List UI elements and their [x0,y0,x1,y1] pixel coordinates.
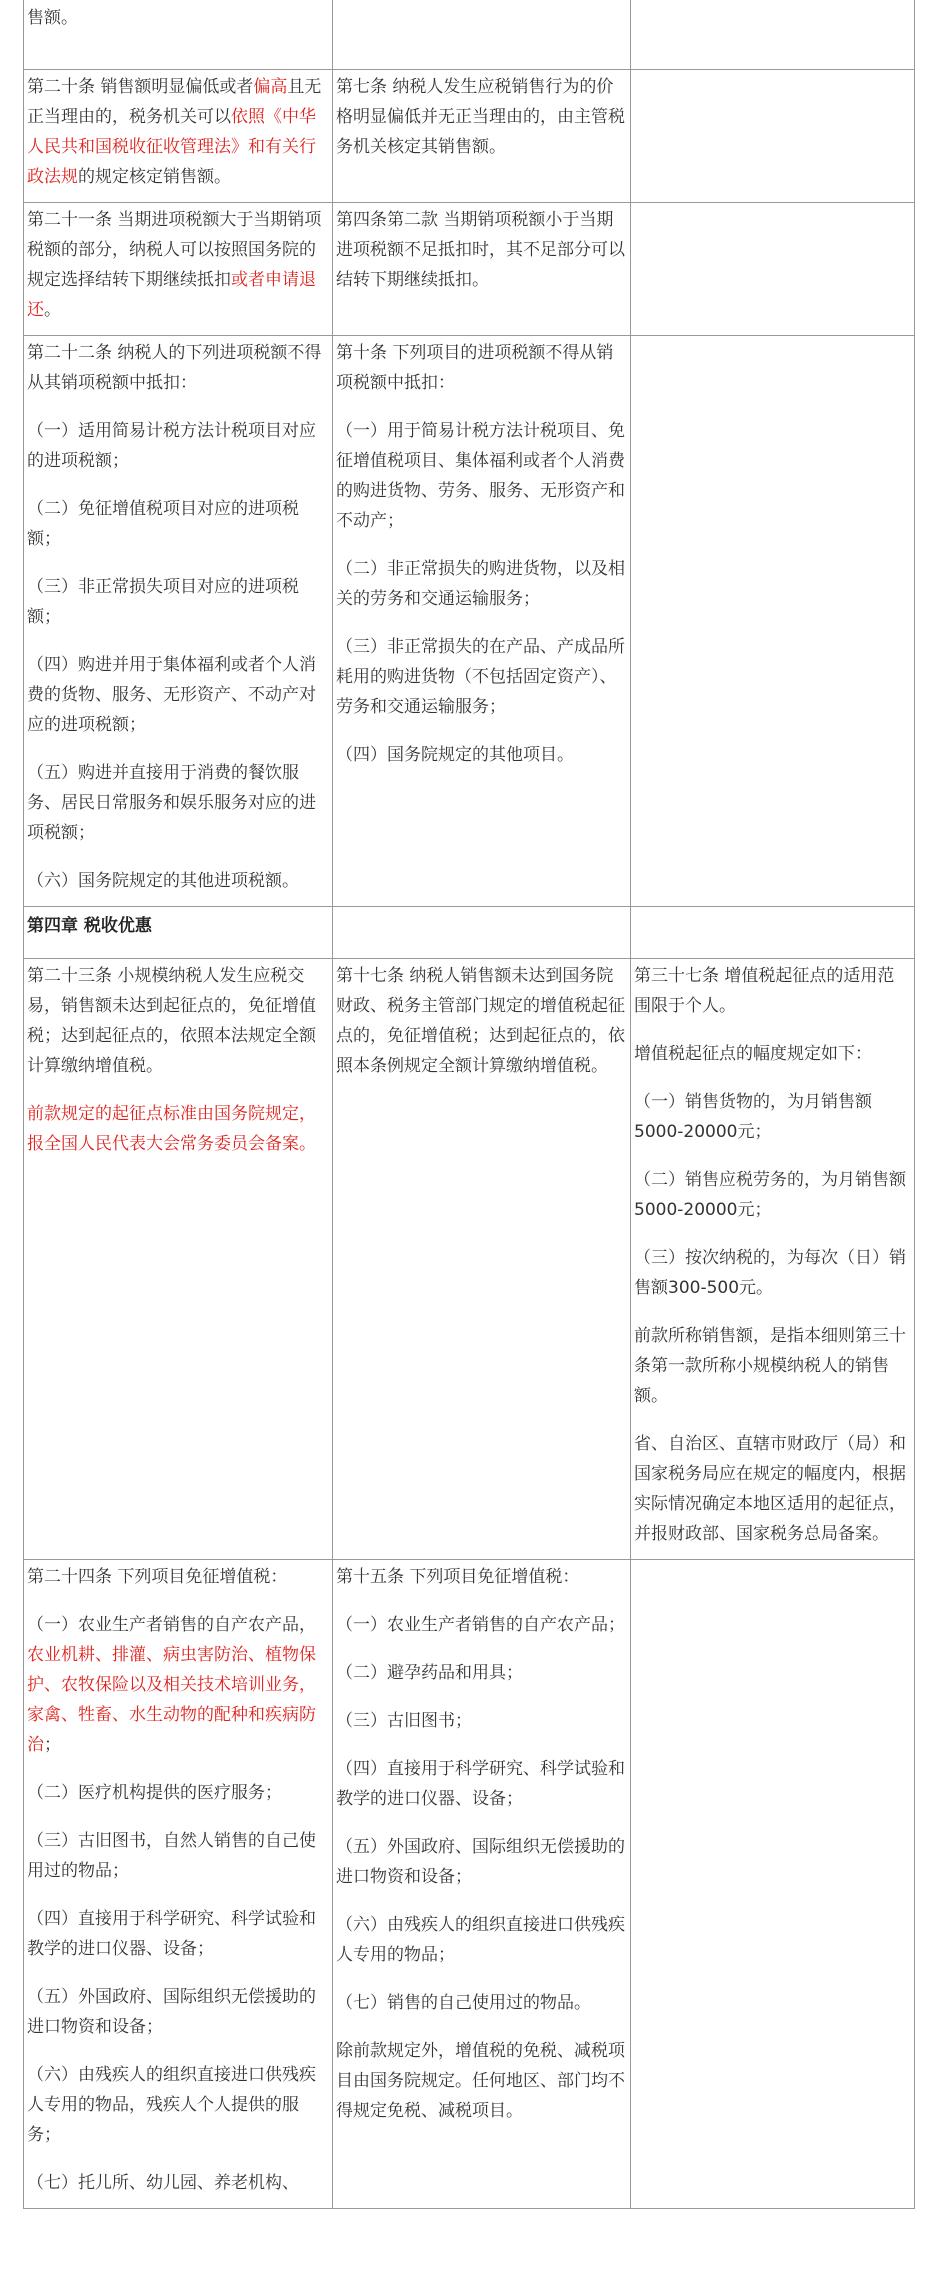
article-paragraph [27,416,329,476]
article-paragraph [336,1706,627,1736]
implementation-rules-cell [631,336,915,907]
amended-text: 前款规定的起征点标准由国务院规定，报全国人民代表大会常务委员会备案。 [27,1104,316,1154]
old-regulation-cell [333,203,631,336]
article-paragraph [27,72,329,192]
new-law-cell [24,203,333,336]
table-row [24,0,915,70]
old-regulation-cell [333,959,631,1560]
article-text: 除前款规定外，增值税的免税、减税项目由国务院规定。任何地区、部门均不得规定免税、减税项目。 [336,2041,625,2121]
article-paragraph [27,650,329,740]
amended-text: 农业机耕、排灌、病虫害防治、植物保护、农牧保险以及相关技术培训业务，家禽、牲畜、水生动物的配种和疾病防治 [27,1645,316,1755]
article-text: （二）非正常损失的购进货物，以及相关的劳务和交通运输服务； [336,559,625,609]
article-paragraph [634,1039,911,1069]
chapter-heading-row [24,907,915,959]
new-law-cell [24,907,333,959]
new-law-cell [24,336,333,907]
article-text: 第二十二条 纳税人的下列进项税额不得从其销项税额中抵扣： [27,343,322,393]
old-regulation-cell [333,336,631,907]
article-paragraph [27,758,329,848]
article-paragraph [27,205,329,325]
article-paragraph [27,2168,329,2198]
article-text: 省、自治区、直辖市财政厅（局）和国家税务局应在规定的幅度内，根据实际情况确定本地区适用的起征点，并报财政部、国家税务总局备案。 [634,1434,906,1544]
article-paragraph [336,1610,627,1640]
article-paragraph [634,1243,911,1303]
article-text: （一）适用简易计税方法计税项目对应的进项税额； [27,421,316,471]
article-text: （七）托儿所、幼儿园、养老机构、 [27,2173,299,2193]
article-paragraph [27,1778,329,1808]
article-text: 第十条 下列项目的进项税额不得从销项税额中抵扣： [336,343,614,393]
amended-text: 或者申请退还 [27,270,316,320]
article-text: 第十五条 下列项目免征增值税： [336,1567,580,1587]
article-text: （三）古旧图书，自然人销售的自己使用过的物品； [27,1831,316,1881]
article-paragraph [27,572,329,632]
article-paragraph [336,1754,627,1814]
article-text: （二）医疗机构提供的医疗服务； [27,1783,282,1803]
article-text: 第二十四条 下列项目免征增值税： [27,1567,288,1587]
article-text: （一）用于简易计税方法计税项目、免征增值税项目、集体福利或者个人消费的购进货物、劳务、服务、无形资产和不动产； [336,421,625,531]
implementation-rules-cell [631,70,915,203]
implementation-rules-cell [631,959,915,1560]
article-text: （四）直接用于科学研究、科学试验和教学的进口仪器、设备； [27,1909,316,1959]
new-law-cell [24,959,333,1560]
article-paragraph [336,205,627,295]
article-paragraph [336,1562,627,1592]
article-paragraph [27,1099,329,1159]
article-text: 第七条 纳税人发生应税销售行为的价格明显偏低并无正当理由的，由主管税务机关核定其销售额。 [336,77,625,157]
table-body [24,0,915,2209]
old-regulation-cell [333,70,631,203]
article-paragraph [27,961,329,1081]
old-regulation-cell [333,907,631,959]
implementation-rules-cell [631,203,915,336]
new-law-cell [24,0,333,70]
article-paragraph [336,416,627,536]
article-paragraph [27,0,329,33]
article-text: （六）由残疾人的组织直接进口供残疾人专用的物品，残疾人个人提供的服务； [27,2065,316,2145]
article-text: 第二十三条 小规模纳税人发生应税交易，销售额未达到起征点的，免征增值税；达到起征点的，依照本法规定全额计算缴纳增值税。 [27,966,316,1076]
article-text: （四）直接用于科学研究、科学试验和教学的进口仪器、设备； [336,1759,625,1809]
article-text: （三）非正常损失的在产品、产成品所耗用的购进货物（不包括固定资产）、劳务和交通运输服务； [336,637,625,717]
table-row [24,1560,915,2209]
article-paragraph [27,2060,329,2150]
article-text: （五）外国政府、国际组织无偿援助的进口物资和设备； [27,1987,316,2037]
article-text: （六）由残疾人的组织直接进口供残疾人专用的物品； [336,1915,625,1965]
implementation-rules-cell [631,1560,915,2209]
article-text: 第三十七条 增值税起征点的适用范围限于个人。 [634,966,895,1016]
article-text: （四）购进并用于集体福利或者个人消费的货物、服务、无形资产、不动产对应的进项税额； [27,655,316,735]
table-row [24,959,915,1560]
table-row [24,70,915,203]
article-text: （五）购进并直接用于消费的餐饮服务、居民日常服务和娱乐服务对应的进项税额； [27,763,316,843]
article-text: 第二十一条 当期进项税额大于当期销项税额的部分，纳税人可以按照国务院的规定选择结转下期继续抵扣 [27,210,322,290]
article-text: （一）农业生产者销售的自产农产品， [27,1615,316,1635]
article-paragraph [336,1988,627,2018]
article-paragraph [336,338,627,398]
article-text: （二）销售应税劳务的，为月销售额5000-20000元； [634,1170,906,1220]
article-paragraph [27,1826,329,1886]
article-paragraph [336,2036,627,2126]
article-paragraph [27,1904,329,1964]
article-paragraph [336,961,627,1081]
amended-text: 偏高 [253,77,288,97]
article-text: 且无正当理由的，税务机关可以 [27,77,322,127]
article-text: 增值税起征点的幅度规定如下： [634,1044,872,1064]
article-paragraph [336,1910,627,1970]
article-text: （五）外国政府、国际组织无偿援助的进口物资和设备； [336,1837,625,1887]
article-text: （一）销售货物的，为月销售额5000-20000元； [634,1092,872,1142]
article-text: （三）古旧图书； [336,1711,472,1731]
implementation-rules-cell [631,907,915,959]
article-text: 的规定核定销售额。 [78,167,231,187]
article-text: （四）国务院规定的其他项目。 [336,745,574,765]
implementation-rules-cell [631,0,915,70]
article-paragraph [27,1562,329,1592]
article-paragraph [27,866,329,896]
article-paragraph [336,72,627,162]
article-paragraph [634,961,911,1021]
article-text: （六）国务院规定的其他进项税额。 [27,871,299,891]
article-paragraph [634,1429,911,1549]
chapter-heading [27,911,329,941]
old-regulation-cell [333,1560,631,2209]
article-paragraph [336,632,627,722]
article-text: （三）按次纳税的，为每次（日）销售额300-500元。 [634,1248,906,1298]
article-text: 。 [44,300,61,320]
old-regulation-cell [333,0,631,70]
article-paragraph [634,1165,911,1225]
article-paragraph [27,338,329,398]
article-paragraph [336,554,627,614]
article-text: 售额。 [27,8,78,28]
article-text: 第四条第二款 当期销项税额小于当期进项税额不足抵扣时，其不足部分可以结转下期继续抵扣。 [336,210,625,290]
article-text: 第十七条 纳税人销售额未达到国务院财政、税务主管部门规定的增值税起征点的，免征增值税；达到起征点的，依照本条例规定全额计算缴纳增值税。 [336,966,625,1076]
article-paragraph [336,1832,627,1892]
law-comparison-table [23,0,915,2209]
table-row [24,336,915,907]
article-text: （三）非正常损失项目对应的进项税额； [27,577,299,627]
article-text: （七）销售的自己使用过的物品。 [336,1993,591,2013]
new-law-cell [24,70,333,203]
article-paragraph [27,494,329,554]
article-paragraph [336,740,627,770]
article-text: （二）避孕药品和用具； [336,1663,523,1683]
article-paragraph [634,1321,911,1411]
article-text: ； [44,1735,61,1755]
article-text: 第二十条 销售额明显偏低或者 [27,77,254,97]
article-text: （二）免征增值税项目对应的进项税额； [27,499,299,549]
article-text: （一）农业生产者销售的自产农产品； [336,1615,625,1635]
article-paragraph [27,1982,329,2042]
article-paragraph [336,1658,627,1688]
new-law-cell [24,1560,333,2209]
article-paragraph [27,1610,329,1760]
article-text: 前款所称销售额，是指本细则第三十条第一款所称小规模纳税人的销售额。 [634,1326,906,1406]
amended-text: 依照《中华人民共和国税收征收管理法》和有关行政法规 [27,107,316,187]
table-row [24,203,915,336]
article-paragraph [634,1087,911,1147]
article-text: 第四章 税收优惠 [27,916,152,936]
